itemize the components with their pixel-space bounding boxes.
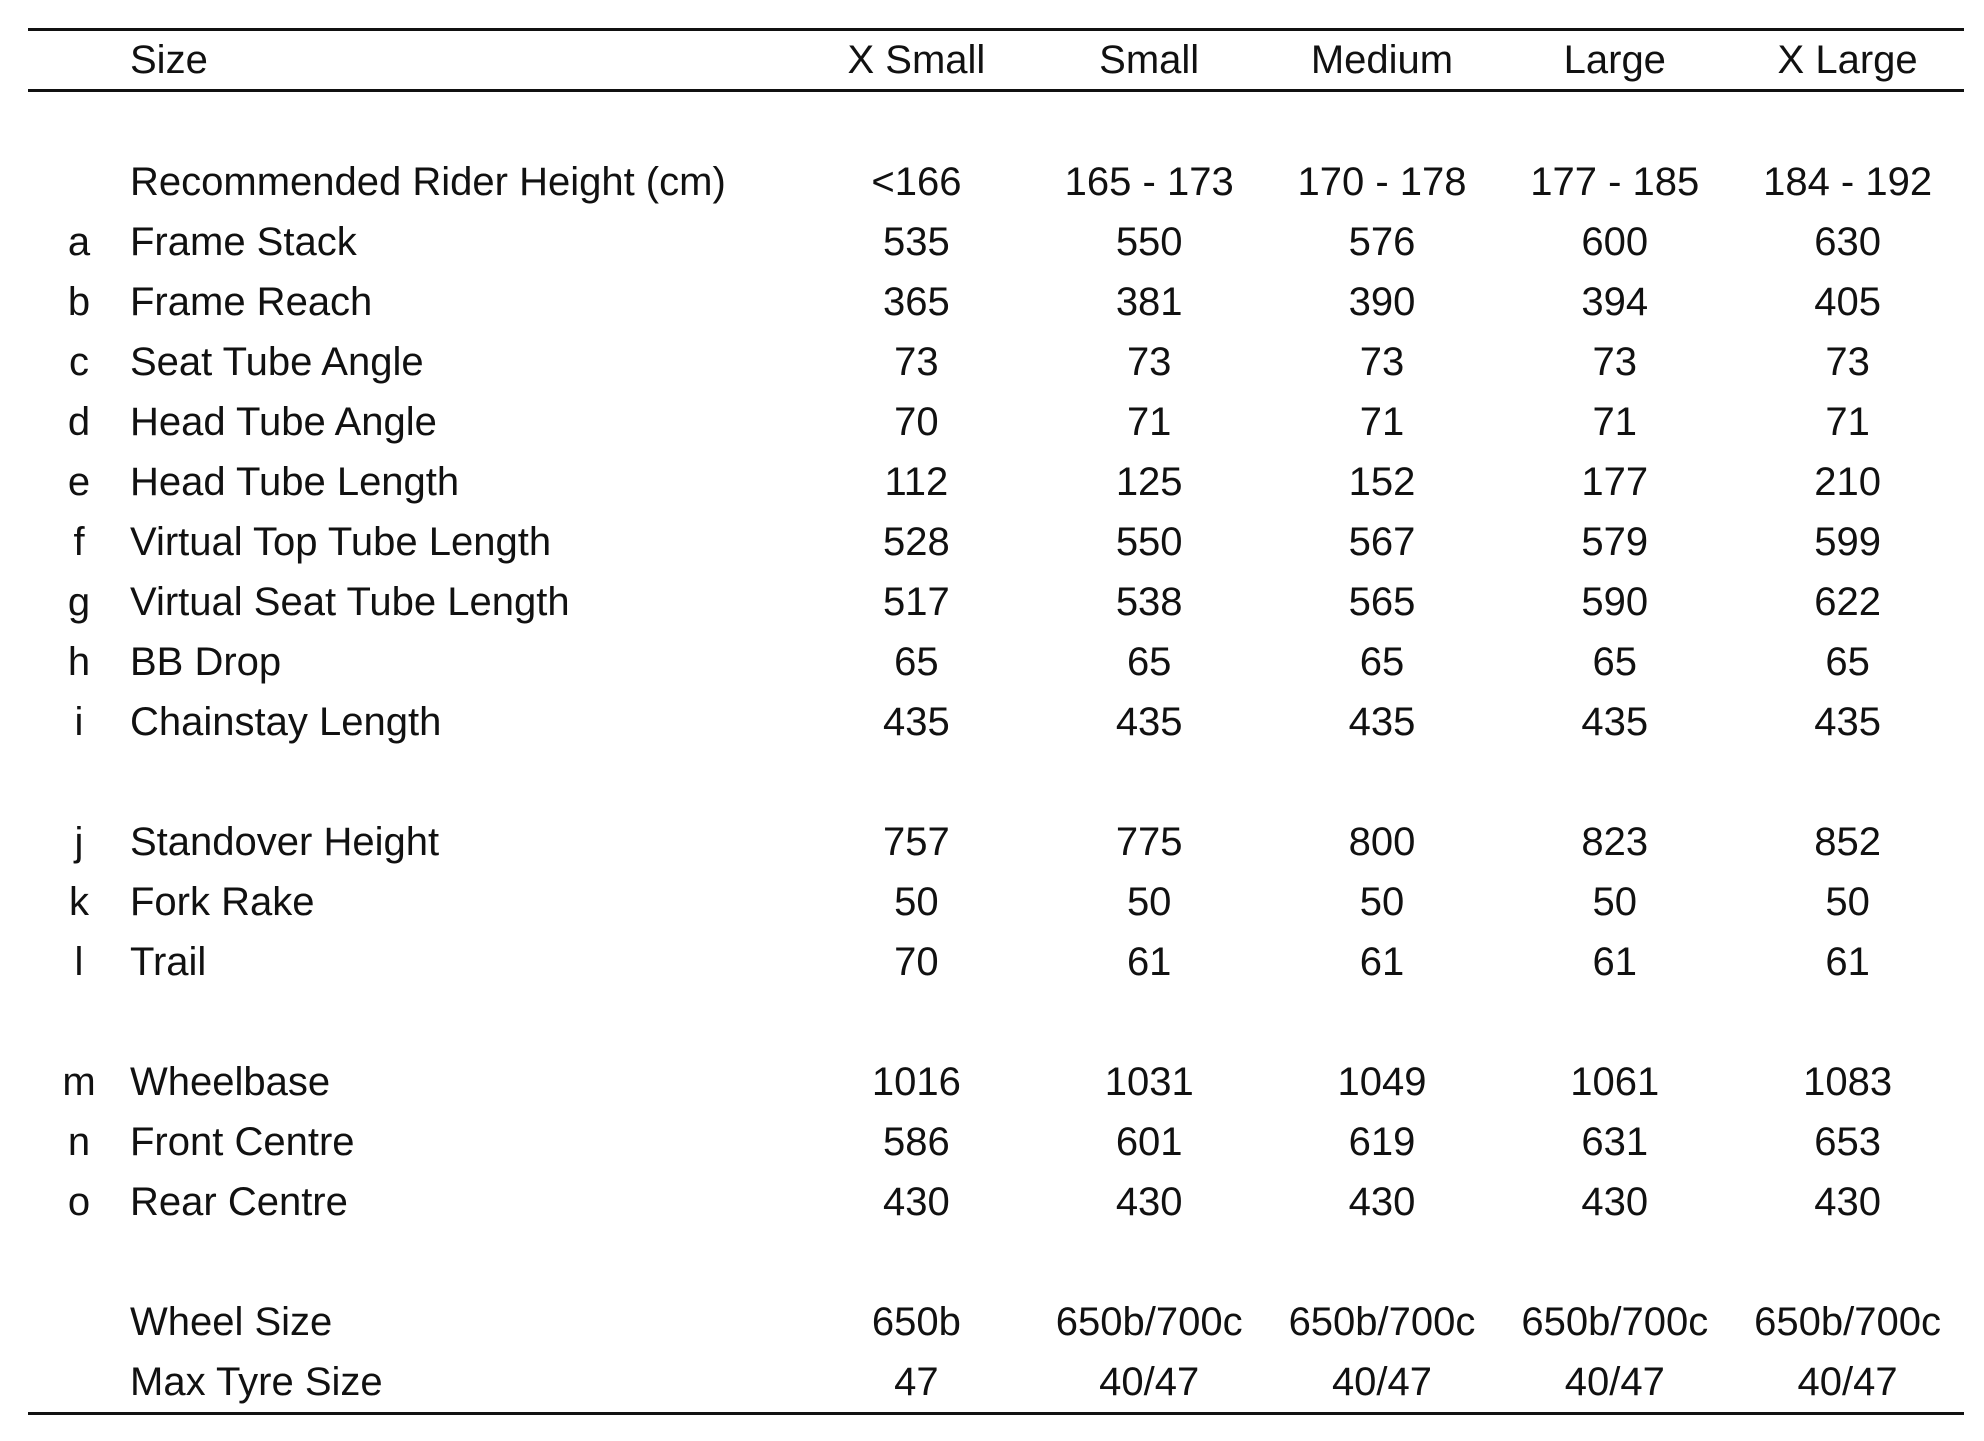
row-label: Frame Reach	[130, 280, 373, 324]
value-cell: 590	[1581, 580, 1649, 624]
table-row	[28, 1352, 1964, 1414]
table-row	[28, 152, 1964, 212]
value-cell: 210	[1814, 460, 1881, 504]
value-cell: 775	[1115, 820, 1183, 864]
header-letter-cell	[28, 30, 130, 91]
table-row	[28, 512, 1964, 572]
table-row	[28, 1112, 1964, 1172]
value-cell: 430	[1115, 1180, 1183, 1224]
value-cell: 381	[1115, 280, 1183, 324]
row-letter	[28, 152, 130, 212]
value-cell: 435	[883, 700, 950, 744]
row-label: Seat Tube Angle	[130, 340, 424, 384]
row-label: BB Drop	[130, 640, 282, 684]
value-cell: <166	[871, 160, 962, 204]
value-cell: 435	[1581, 700, 1649, 744]
value-cell: 73	[894, 340, 939, 384]
value-cell: 184 - 192	[1763, 160, 1933, 204]
value-cell: 73	[1592, 340, 1638, 384]
value-cell: 622	[1814, 580, 1881, 624]
row-letter: k	[69, 880, 89, 924]
value-cell: 73	[1359, 340, 1405, 384]
table-row	[28, 1292, 1964, 1352]
row-letter: d	[67, 400, 91, 444]
value-cell: 50	[1359, 880, 1405, 924]
row-label: Rear Centre	[130, 1180, 348, 1224]
value-cell: 430	[883, 1180, 950, 1224]
value-cell: 71	[1592, 400, 1638, 444]
value-cell: 65	[1592, 640, 1638, 684]
value-cell: 40/47	[1564, 1360, 1665, 1404]
value-cell: 565	[1348, 580, 1416, 624]
value-cell: 601	[1115, 1120, 1183, 1164]
value-cell: 650b/700c	[1754, 1300, 1942, 1344]
row-label: Head Tube Length	[130, 460, 460, 504]
value-cell: 65	[1359, 640, 1405, 684]
value-cell: 70	[894, 400, 939, 444]
table-row	[28, 332, 1964, 392]
table-row	[28, 632, 1964, 692]
value-cell: 586	[883, 1120, 950, 1164]
value-cell: 61	[1592, 940, 1638, 984]
row-letter: g	[67, 580, 91, 624]
row-label: Head Tube Angle	[130, 400, 437, 444]
value-cell: 650b	[871, 1300, 961, 1344]
row-letter: o	[67, 1180, 91, 1224]
value-cell: 50	[1592, 880, 1638, 924]
table-row	[28, 1172, 1964, 1232]
value-cell: 47	[894, 1360, 939, 1404]
value-cell: 177 - 185	[1530, 160, 1700, 204]
row-label: Frame Stack	[130, 220, 357, 264]
header-size-x-large: X Large	[1777, 38, 1918, 82]
value-cell: 365	[883, 280, 950, 324]
row-letter: l	[74, 940, 84, 984]
header-size-small: Small	[1099, 38, 1200, 82]
row-letter: j	[74, 820, 84, 864]
value-cell: 112	[884, 460, 949, 504]
row-label: Recommended Rider Height (cm)	[130, 160, 726, 204]
row-letter	[28, 1292, 130, 1352]
value-cell: 65	[894, 640, 939, 684]
table-row	[28, 452, 1964, 512]
table-row	[28, 272, 1964, 332]
value-cell: 1061	[1570, 1060, 1660, 1104]
table-row	[28, 392, 1964, 452]
header-size-large: Large	[1563, 38, 1666, 82]
value-cell: 435	[1814, 700, 1881, 744]
value-cell: 73	[1825, 340, 1870, 384]
value-cell: 65	[1126, 640, 1172, 684]
value-cell: 538	[1115, 580, 1183, 624]
value-cell: 40/47	[1797, 1360, 1898, 1404]
value-cell: 65	[1825, 640, 1870, 684]
value-cell: 579	[1581, 520, 1649, 564]
value-cell: 535	[883, 220, 950, 264]
table-row	[28, 212, 1964, 272]
row-letter: i	[74, 700, 84, 744]
value-cell: 394	[1581, 280, 1649, 324]
value-cell: 430	[1814, 1180, 1881, 1224]
row-letter: a	[67, 220, 91, 264]
value-cell: 631	[1581, 1120, 1649, 1164]
value-cell: 430	[1348, 1180, 1416, 1224]
value-cell: 619	[1348, 1120, 1416, 1164]
row-label: Wheel Size	[130, 1300, 333, 1344]
table-row	[28, 932, 1964, 992]
value-cell: 650b/700c	[1288, 1300, 1476, 1344]
value-cell: 435	[1348, 700, 1416, 744]
spacer-row	[28, 1232, 1964, 1292]
row-label: Max Tyre Size	[130, 1360, 383, 1404]
value-cell: 823	[1581, 820, 1649, 864]
value-cell: 405	[1814, 280, 1881, 324]
row-label: Virtual Top Tube Length	[130, 520, 552, 564]
row-letter: b	[67, 280, 91, 324]
value-cell: 800	[1348, 820, 1416, 864]
table-row	[28, 872, 1964, 932]
row-letter: e	[67, 460, 91, 504]
row-label: Wheelbase	[130, 1060, 331, 1104]
row-label: Virtual Seat Tube Length	[130, 580, 570, 624]
value-cell: 50	[894, 880, 939, 924]
value-cell: 550	[1115, 520, 1183, 564]
value-cell: 650b/700c	[1055, 1300, 1243, 1344]
value-cell: 71	[1359, 400, 1405, 444]
value-cell: 70	[894, 940, 939, 984]
row-letter: f	[73, 520, 85, 564]
value-cell: 653	[1814, 1120, 1881, 1164]
value-cell: 599	[1814, 520, 1881, 564]
value-cell: 650b/700c	[1521, 1300, 1709, 1344]
value-cell: 1083	[1803, 1060, 1893, 1104]
value-cell: 40/47	[1331, 1360, 1433, 1404]
value-cell: 61	[1359, 940, 1405, 984]
value-cell: 630	[1814, 220, 1881, 264]
row-letter	[28, 1352, 130, 1414]
value-cell: 40/47	[1099, 1360, 1200, 1404]
value-cell: 1049	[1337, 1060, 1427, 1104]
value-cell: 71	[1825, 400, 1870, 444]
value-cell: 1031	[1104, 1060, 1194, 1104]
spacer-row	[28, 992, 1964, 1052]
value-cell: 430	[1581, 1180, 1649, 1224]
value-cell: 71	[1126, 400, 1172, 444]
value-cell: 600	[1581, 220, 1649, 264]
geometry-table	[28, 28, 1964, 1415]
value-cell: 1016	[871, 1060, 961, 1104]
row-label: Standover Height	[130, 820, 440, 864]
value-cell: 852	[1814, 820, 1881, 864]
table-row	[28, 812, 1964, 872]
value-cell: 435	[1115, 700, 1183, 744]
value-cell: 517	[883, 580, 950, 624]
value-cell: 61	[1825, 940, 1870, 984]
value-cell: 757	[883, 820, 950, 864]
table-row	[28, 1052, 1964, 1112]
row-label: Chainstay Length	[130, 700, 442, 744]
value-cell: 550	[1115, 220, 1183, 264]
value-cell: 73	[1126, 340, 1172, 384]
value-cell: 170 - 178	[1297, 160, 1467, 204]
row-letter: m	[62, 1060, 96, 1104]
value-cell: 528	[883, 520, 950, 564]
value-cell: 165 - 173	[1064, 160, 1234, 204]
row-label: Fork Rake	[130, 880, 315, 924]
header-size-label: Size	[130, 38, 208, 82]
value-cell: 576	[1348, 220, 1416, 264]
value-cell: 390	[1348, 280, 1416, 324]
table-row	[28, 572, 1964, 632]
header-row	[28, 30, 1964, 91]
header-size-x-small: X Small	[847, 38, 986, 82]
value-cell: 50	[1126, 880, 1172, 924]
value-cell: 50	[1825, 880, 1870, 924]
value-cell: 567	[1348, 520, 1416, 564]
spacer-row	[28, 91, 1964, 153]
value-cell: 152	[1348, 460, 1416, 504]
table-row	[28, 692, 1964, 752]
row-label: Trail	[130, 940, 207, 984]
row-letter: c	[69, 340, 89, 384]
row-letter: n	[67, 1120, 91, 1164]
value-cell: 61	[1126, 940, 1172, 984]
value-cell: 177	[1581, 460, 1649, 504]
spacer-row	[28, 752, 1964, 812]
row-letter: h	[67, 640, 91, 684]
value-cell: 125	[1115, 460, 1183, 504]
row-label: Front Centre	[130, 1120, 355, 1164]
header-size-medium: Medium	[1310, 38, 1454, 82]
